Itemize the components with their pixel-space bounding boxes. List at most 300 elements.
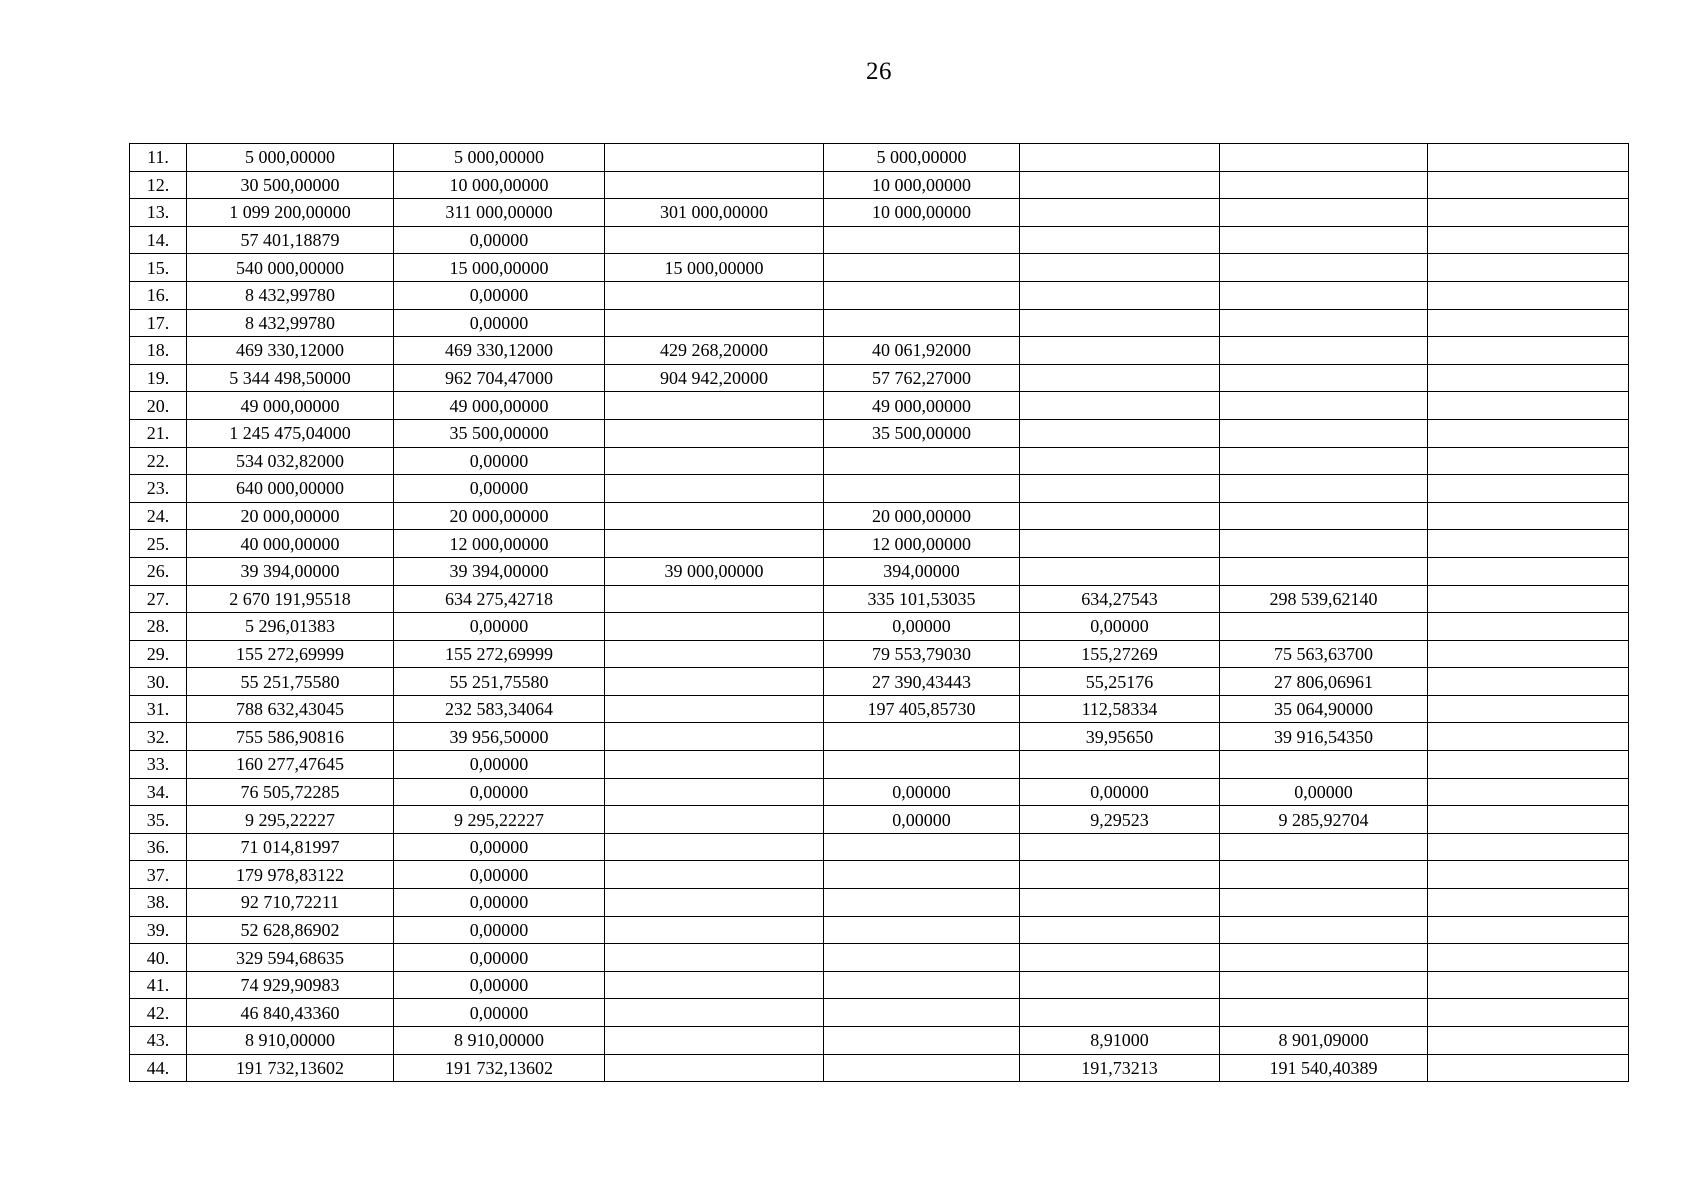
cell-col-2: 640 000,00000	[187, 475, 394, 503]
cell-col-6: 191,73213	[1020, 1054, 1220, 1082]
cell-col-3: 232 583,34064	[394, 695, 605, 723]
cell-col-4	[605, 530, 824, 558]
cell-col-8	[1428, 889, 1629, 917]
cell-col-3: 634 275,42718	[394, 585, 605, 613]
cell-row-number: 21.	[130, 419, 187, 447]
cell-col-3: 9 295,22227	[394, 806, 605, 834]
cell-col-8	[1428, 1027, 1629, 1055]
cell-col-7	[1220, 530, 1428, 558]
cell-row-number: 36.	[130, 833, 187, 861]
cell-col-2: 8 910,00000	[187, 1027, 394, 1055]
cell-col-6	[1020, 971, 1220, 999]
cell-col-3: 0,00000	[394, 971, 605, 999]
cell-col-4	[605, 999, 824, 1027]
cell-col-5	[824, 889, 1020, 917]
cell-col-4: 904 942,20000	[605, 364, 824, 392]
cell-col-2: 49 000,00000	[187, 392, 394, 420]
cell-col-8	[1428, 281, 1629, 309]
cell-col-4	[605, 640, 824, 668]
table-row	[130, 889, 1629, 917]
cell-row-number: 11.	[130, 144, 187, 172]
cell-col-6	[1020, 861, 1220, 889]
cell-col-2: 76 505,72285	[187, 778, 394, 806]
table-row	[130, 281, 1629, 309]
cell-col-4	[605, 392, 824, 420]
cell-col-3: 0,00000	[394, 833, 605, 861]
cell-col-7	[1220, 199, 1428, 227]
cell-col-7	[1220, 751, 1428, 779]
cell-col-6	[1020, 475, 1220, 503]
cell-col-6	[1020, 281, 1220, 309]
cell-row-number: 31.	[130, 695, 187, 723]
cell-col-7	[1220, 557, 1428, 585]
cell-col-2: 57 401,18879	[187, 226, 394, 254]
cell-col-4: 429 268,20000	[605, 337, 824, 365]
cell-col-6: 8,91000	[1020, 1027, 1220, 1055]
cell-col-2: 2 670 191,95518	[187, 585, 394, 613]
cell-col-7: 9 285,92704	[1220, 806, 1428, 834]
cell-col-6	[1020, 557, 1220, 585]
table-row	[130, 309, 1629, 337]
cell-col-6: 0,00000	[1020, 778, 1220, 806]
cell-col-3: 0,00000	[394, 751, 605, 779]
cell-col-4	[605, 281, 824, 309]
cell-col-3: 0,00000	[394, 309, 605, 337]
cell-row-number: 29.	[130, 640, 187, 668]
cell-col-4	[605, 144, 824, 172]
cell-col-4: 39 000,00000	[605, 557, 824, 585]
cell-col-3: 311 000,00000	[394, 199, 605, 227]
cell-col-2: 40 000,00000	[187, 530, 394, 558]
cell-col-3: 5 000,00000	[394, 144, 605, 172]
cell-col-8	[1428, 723, 1629, 751]
cell-col-2: 1 099 200,00000	[187, 199, 394, 227]
cell-col-6	[1020, 419, 1220, 447]
cell-row-number: 41.	[130, 971, 187, 999]
cell-col-4	[605, 585, 824, 613]
cell-col-6: 0,00000	[1020, 613, 1220, 641]
cell-col-8	[1428, 695, 1629, 723]
cell-row-number: 13.	[130, 199, 187, 227]
table-row	[130, 337, 1629, 365]
cell-col-2: 39 394,00000	[187, 557, 394, 585]
cell-col-6	[1020, 751, 1220, 779]
cell-col-3: 0,00000	[394, 861, 605, 889]
cell-col-8	[1428, 806, 1629, 834]
cell-col-3: 155 272,69999	[394, 640, 605, 668]
cell-col-8	[1428, 1054, 1629, 1082]
cell-row-number: 15.	[130, 254, 187, 282]
table-row	[130, 778, 1629, 806]
cell-col-5	[824, 1027, 1020, 1055]
cell-col-3: 0,00000	[394, 226, 605, 254]
cell-col-7	[1220, 475, 1428, 503]
cell-col-5	[824, 447, 1020, 475]
cell-col-5: 79 553,79030	[824, 640, 1020, 668]
cell-col-3: 12 000,00000	[394, 530, 605, 558]
cell-col-6	[1020, 254, 1220, 282]
cell-col-4	[605, 971, 824, 999]
cell-col-7: 39 916,54350	[1220, 723, 1428, 751]
cell-col-2: 52 628,86902	[187, 916, 394, 944]
cell-col-5: 0,00000	[824, 806, 1020, 834]
cell-col-6: 9,29523	[1020, 806, 1220, 834]
cell-col-3: 191 732,13602	[394, 1054, 605, 1082]
cell-row-number: 30.	[130, 668, 187, 696]
cell-col-6	[1020, 392, 1220, 420]
cell-row-number: 44.	[130, 1054, 187, 1082]
cell-col-5: 0,00000	[824, 778, 1020, 806]
table-row	[130, 502, 1629, 530]
table-row	[130, 695, 1629, 723]
cell-col-7	[1220, 392, 1428, 420]
table-row	[130, 585, 1629, 613]
cell-col-5: 0,00000	[824, 613, 1020, 641]
cell-col-4	[605, 1027, 824, 1055]
cell-row-number: 43.	[130, 1027, 187, 1055]
cell-col-8	[1428, 613, 1629, 641]
cell-col-8	[1428, 254, 1629, 282]
cell-col-4	[605, 944, 824, 972]
table-row	[130, 1027, 1629, 1055]
cell-col-6	[1020, 889, 1220, 917]
cell-col-7	[1220, 502, 1428, 530]
cell-col-2: 74 929,90983	[187, 971, 394, 999]
cell-col-6	[1020, 364, 1220, 392]
cell-col-8	[1428, 392, 1629, 420]
cell-col-7	[1220, 171, 1428, 199]
cell-col-4	[605, 668, 824, 696]
cell-row-number: 38.	[130, 889, 187, 917]
cell-col-7	[1220, 613, 1428, 641]
cell-col-6	[1020, 999, 1220, 1027]
table-row	[130, 1054, 1629, 1082]
cell-row-number: 17.	[130, 309, 187, 337]
table-row	[130, 226, 1629, 254]
cell-col-3: 35 500,00000	[394, 419, 605, 447]
table-row	[130, 199, 1629, 227]
cell-col-8	[1428, 530, 1629, 558]
cell-col-2: 8 432,99780	[187, 281, 394, 309]
cell-col-2: 534 032,82000	[187, 447, 394, 475]
cell-col-2: 540 000,00000	[187, 254, 394, 282]
cell-col-5: 49 000,00000	[824, 392, 1020, 420]
cell-col-4	[605, 751, 824, 779]
cell-row-number: 27.	[130, 585, 187, 613]
cell-col-3: 0,00000	[394, 944, 605, 972]
cell-col-5	[824, 861, 1020, 889]
cell-col-5	[824, 281, 1020, 309]
cell-col-7	[1220, 144, 1428, 172]
cell-col-8	[1428, 751, 1629, 779]
cell-row-number: 28.	[130, 613, 187, 641]
cell-col-2: 92 710,72211	[187, 889, 394, 917]
cell-row-number: 40.	[130, 944, 187, 972]
cell-col-3: 49 000,00000	[394, 392, 605, 420]
table-row	[130, 668, 1629, 696]
cell-col-5	[824, 475, 1020, 503]
cell-col-7: 27 806,06961	[1220, 668, 1428, 696]
cell-row-number: 35.	[130, 806, 187, 834]
cell-col-7: 75 563,63700	[1220, 640, 1428, 668]
cell-col-2: 71 014,81997	[187, 833, 394, 861]
cell-col-2: 5 344 498,50000	[187, 364, 394, 392]
cell-col-3: 962 704,47000	[394, 364, 605, 392]
table-row	[130, 392, 1629, 420]
cell-col-3: 55 251,75580	[394, 668, 605, 696]
cell-col-5: 394,00000	[824, 557, 1020, 585]
cell-col-5: 35 500,00000	[824, 419, 1020, 447]
cell-col-8	[1428, 971, 1629, 999]
cell-col-2: 30 500,00000	[187, 171, 394, 199]
cell-col-6	[1020, 916, 1220, 944]
cell-col-5	[824, 1054, 1020, 1082]
table-row	[130, 364, 1629, 392]
cell-col-8	[1428, 668, 1629, 696]
cell-col-8	[1428, 419, 1629, 447]
cell-col-4	[605, 475, 824, 503]
cell-col-4	[605, 723, 824, 751]
cell-col-6: 155,27269	[1020, 640, 1220, 668]
cell-col-4	[605, 695, 824, 723]
cell-col-4	[605, 502, 824, 530]
cell-col-3: 0,00000	[394, 447, 605, 475]
cell-col-7	[1220, 916, 1428, 944]
cell-col-5: 335 101,53035	[824, 585, 1020, 613]
cell-col-5: 5 000,00000	[824, 144, 1020, 172]
cell-row-number: 16.	[130, 281, 187, 309]
cell-col-7	[1220, 999, 1428, 1027]
cell-col-3: 0,00000	[394, 613, 605, 641]
cell-col-3: 8 910,00000	[394, 1027, 605, 1055]
cell-col-7: 0,00000	[1220, 778, 1428, 806]
cell-col-7	[1220, 889, 1428, 917]
cell-col-3: 0,00000	[394, 281, 605, 309]
cell-col-5: 57 762,27000	[824, 364, 1020, 392]
cell-col-8	[1428, 557, 1629, 585]
cell-row-number: 34.	[130, 778, 187, 806]
cell-col-4	[605, 778, 824, 806]
cell-col-4	[605, 613, 824, 641]
cell-col-5	[824, 971, 1020, 999]
cell-col-6	[1020, 447, 1220, 475]
cell-col-7: 191 540,40389	[1220, 1054, 1428, 1082]
cell-col-5	[824, 723, 1020, 751]
cell-col-5	[824, 309, 1020, 337]
table-row	[130, 971, 1629, 999]
table-row	[130, 613, 1629, 641]
cell-row-number: 18.	[130, 337, 187, 365]
cell-col-2: 179 978,83122	[187, 861, 394, 889]
table-body	[130, 144, 1629, 1082]
cell-col-6	[1020, 530, 1220, 558]
cell-row-number: 14.	[130, 226, 187, 254]
cell-col-7	[1220, 364, 1428, 392]
cell-col-8	[1428, 999, 1629, 1027]
cell-col-2: 1 245 475,04000	[187, 419, 394, 447]
cell-col-8	[1428, 309, 1629, 337]
cell-col-2: 5 000,00000	[187, 144, 394, 172]
table-row	[130, 447, 1629, 475]
table-row	[130, 723, 1629, 751]
cell-col-7: 35 064,90000	[1220, 695, 1428, 723]
cell-col-4	[605, 226, 824, 254]
cell-col-2: 9 295,22227	[187, 806, 394, 834]
cell-row-number: 19.	[130, 364, 187, 392]
cell-col-7	[1220, 281, 1428, 309]
cell-col-8	[1428, 640, 1629, 668]
cell-col-2: 160 277,47645	[187, 751, 394, 779]
cell-row-number: 37.	[130, 861, 187, 889]
cell-col-7	[1220, 833, 1428, 861]
cell-col-2: 5 296,01383	[187, 613, 394, 641]
cell-col-8	[1428, 199, 1629, 227]
cell-col-7	[1220, 419, 1428, 447]
cell-col-6: 634,27543	[1020, 585, 1220, 613]
table-row	[130, 475, 1629, 503]
cell-row-number: 42.	[130, 999, 187, 1027]
cell-row-number: 20.	[130, 392, 187, 420]
cell-col-5: 12 000,00000	[824, 530, 1020, 558]
cell-col-5: 197 405,85730	[824, 695, 1020, 723]
cell-col-8	[1428, 447, 1629, 475]
cell-col-5: 10 000,00000	[824, 171, 1020, 199]
cell-col-7	[1220, 447, 1428, 475]
cell-row-number: 33.	[130, 751, 187, 779]
cell-col-8	[1428, 337, 1629, 365]
cell-col-3: 0,00000	[394, 475, 605, 503]
cell-col-5: 40 061,92000	[824, 337, 1020, 365]
cell-col-5: 10 000,00000	[824, 199, 1020, 227]
cell-col-6	[1020, 144, 1220, 172]
table-row	[130, 861, 1629, 889]
cell-col-8	[1428, 144, 1629, 172]
cell-col-3: 0,00000	[394, 889, 605, 917]
cell-col-5	[824, 944, 1020, 972]
table-row	[130, 557, 1629, 585]
cell-col-3: 469 330,12000	[394, 337, 605, 365]
cell-col-8	[1428, 944, 1629, 972]
cell-col-5	[824, 751, 1020, 779]
cell-col-6	[1020, 226, 1220, 254]
cell-col-4: 301 000,00000	[605, 199, 824, 227]
cell-col-5	[824, 916, 1020, 944]
cell-col-8	[1428, 171, 1629, 199]
cell-col-8	[1428, 364, 1629, 392]
cell-col-4	[605, 309, 824, 337]
cell-row-number: 12.	[130, 171, 187, 199]
cell-col-3: 39 956,50000	[394, 723, 605, 751]
cell-row-number: 26.	[130, 557, 187, 585]
table-row	[130, 806, 1629, 834]
cell-col-2: 755 586,90816	[187, 723, 394, 751]
cell-col-7	[1220, 944, 1428, 972]
cell-col-8	[1428, 475, 1629, 503]
cell-col-8	[1428, 916, 1629, 944]
cell-col-8	[1428, 778, 1629, 806]
cell-col-5	[824, 226, 1020, 254]
cell-col-5: 27 390,43443	[824, 668, 1020, 696]
table-row	[130, 751, 1629, 779]
cell-col-8	[1428, 502, 1629, 530]
table-row	[130, 530, 1629, 558]
table-row	[130, 916, 1629, 944]
table-row	[130, 171, 1629, 199]
table-row	[130, 640, 1629, 668]
cell-col-2: 788 632,43045	[187, 695, 394, 723]
cell-col-6	[1020, 199, 1220, 227]
cell-col-6	[1020, 337, 1220, 365]
cell-col-7	[1220, 254, 1428, 282]
cell-col-7	[1220, 971, 1428, 999]
cell-col-5	[824, 999, 1020, 1027]
table-row	[130, 419, 1629, 447]
page-number: 26	[866, 58, 892, 85]
table-row	[130, 144, 1629, 172]
cell-col-4	[605, 447, 824, 475]
table-row	[130, 833, 1629, 861]
cell-col-6	[1020, 944, 1220, 972]
cell-col-6: 55,25176	[1020, 668, 1220, 696]
cell-col-6	[1020, 502, 1220, 530]
cell-col-3: 0,00000	[394, 778, 605, 806]
cell-col-4	[605, 171, 824, 199]
cell-col-3: 39 394,00000	[394, 557, 605, 585]
cell-col-3: 10 000,00000	[394, 171, 605, 199]
cell-col-7: 8 901,09000	[1220, 1027, 1428, 1055]
cell-col-8	[1428, 585, 1629, 613]
cell-col-3: 20 000,00000	[394, 502, 605, 530]
cell-row-number: 39.	[130, 916, 187, 944]
table-row	[130, 944, 1629, 972]
cell-col-7	[1220, 337, 1428, 365]
cell-col-4	[605, 861, 824, 889]
cell-col-3: 15 000,00000	[394, 254, 605, 282]
cell-col-2: 46 840,43360	[187, 999, 394, 1027]
cell-row-number: 25.	[130, 530, 187, 558]
cell-col-7: 298 539,62140	[1220, 585, 1428, 613]
cell-col-4	[605, 833, 824, 861]
cell-col-4: 15 000,00000	[605, 254, 824, 282]
data-table	[129, 143, 1629, 1082]
cell-row-number: 24.	[130, 502, 187, 530]
cell-col-6: 39,95650	[1020, 723, 1220, 751]
cell-col-5	[824, 833, 1020, 861]
cell-col-6	[1020, 309, 1220, 337]
cell-col-2: 155 272,69999	[187, 640, 394, 668]
cell-col-2: 8 432,99780	[187, 309, 394, 337]
cell-col-7	[1220, 861, 1428, 889]
cell-col-2: 329 594,68635	[187, 944, 394, 972]
cell-col-2: 20 000,00000	[187, 502, 394, 530]
cell-col-6	[1020, 833, 1220, 861]
table-row	[130, 999, 1629, 1027]
cell-col-8	[1428, 226, 1629, 254]
cell-row-number: 22.	[130, 447, 187, 475]
table-row	[130, 254, 1629, 282]
cell-col-4	[605, 806, 824, 834]
cell-col-4	[605, 916, 824, 944]
cell-row-number: 32.	[130, 723, 187, 751]
cell-col-3: 0,00000	[394, 916, 605, 944]
cell-col-2: 55 251,75580	[187, 668, 394, 696]
cell-col-2: 469 330,12000	[187, 337, 394, 365]
cell-col-4	[605, 419, 824, 447]
cell-col-7	[1220, 226, 1428, 254]
cell-col-3: 0,00000	[394, 999, 605, 1027]
cell-col-5	[824, 254, 1020, 282]
cell-col-4	[605, 889, 824, 917]
